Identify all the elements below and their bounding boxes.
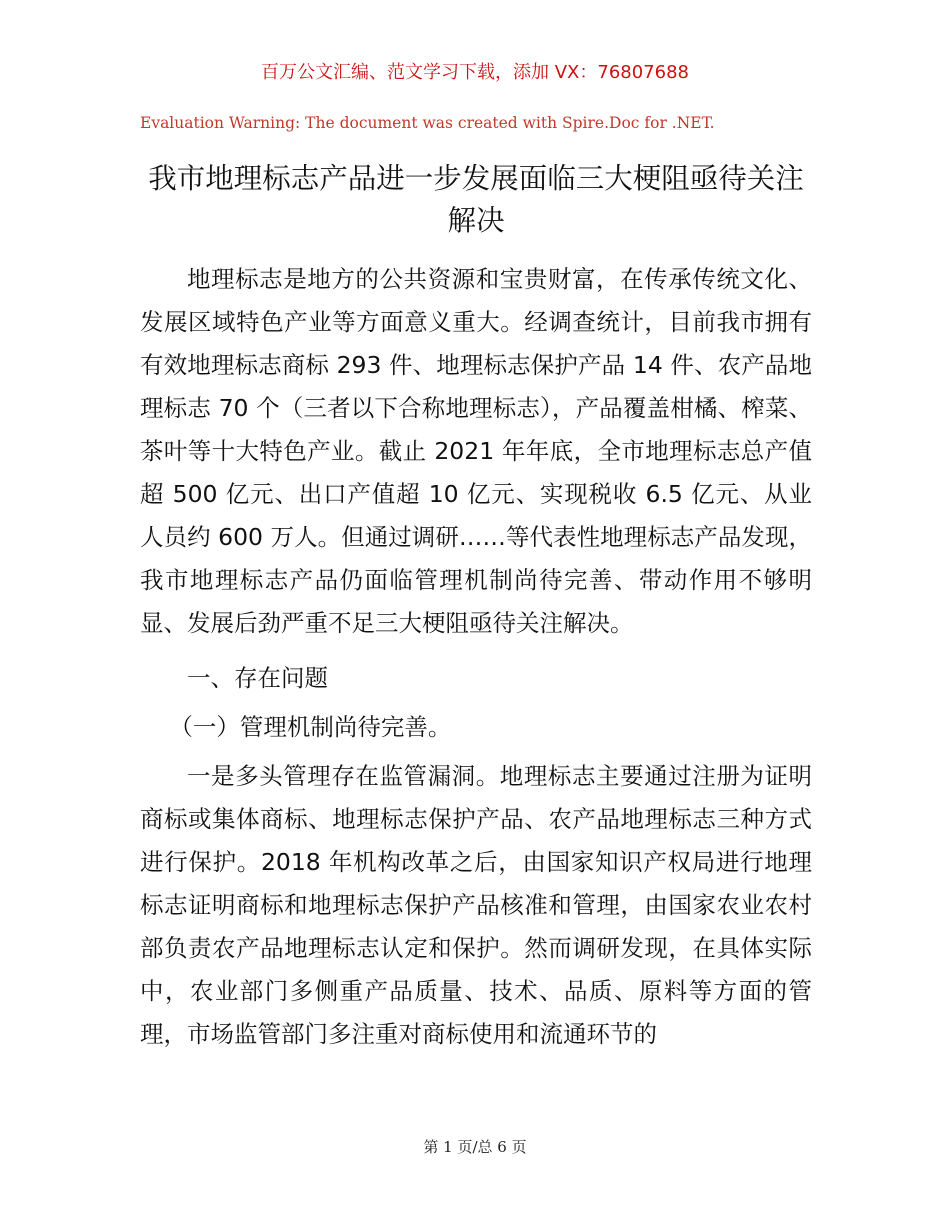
document-title: 我市地理标志产品进一步发展面临三大梗阻亟待关注解决: [148, 162, 804, 237]
intro-paragraph: 地理标志是地方的公共资源和宝贵财富，在传承传统文化、发展区域特色产业等方面意义重大。经调查统计，目前我市拥有有效地理标志商标 293 件、地理标志保护产品 14 件、农产品地理标志 70 个（三者以下合称地理标志），产品覆盖柑橘、榨菜、茶叶等十大特色产业。截止 2021 年年底，全市地理标志总产值超 500 亿元、出口产值超 10 亿元、实现税收 6.5 亿元、从业人员约 600 万人。但通过调研……等代表性地理标志产品发现，我市地理标志产品仍面临管理机制尚待完善、带动作用不够明显、发展后劲严重不足三大梗阻亟待关注解决。: [140, 265, 812, 637]
evaluation-warning: Evaluation Warning: The document was created with Spire.Doc for .NET.: [140, 114, 715, 132]
page-number: 第 1 页/总 6 页: [423, 1138, 527, 1156]
body-paragraph: 一是多头管理存在监管漏洞。地理标志主要通过注册为证明商标或集体商标、地理标志保护产品、农产品地理标志三种方式进行保护。2018 年机构改革之后，由国家知识产权局进行地理标志证明商标和地理标志保护产品核准和管理，由国家农业农村部负责农产品地理标志认定和保护。然而调研发现，在具体实际中，农业部门多侧重产品质量、技术、品质、原料等方面的管理，市场监管部门多注重对商标使用和流通环节的: [140, 762, 812, 1048]
promo-header: 百万公文汇编、范文学习下载，添加 VX：76807688: [261, 62, 689, 83]
subsection-heading: （一）管理机制尚待完善。: [169, 713, 452, 741]
document-body: [140, 258, 812, 1056]
section-heading: 一、存在问题: [187, 664, 328, 692]
